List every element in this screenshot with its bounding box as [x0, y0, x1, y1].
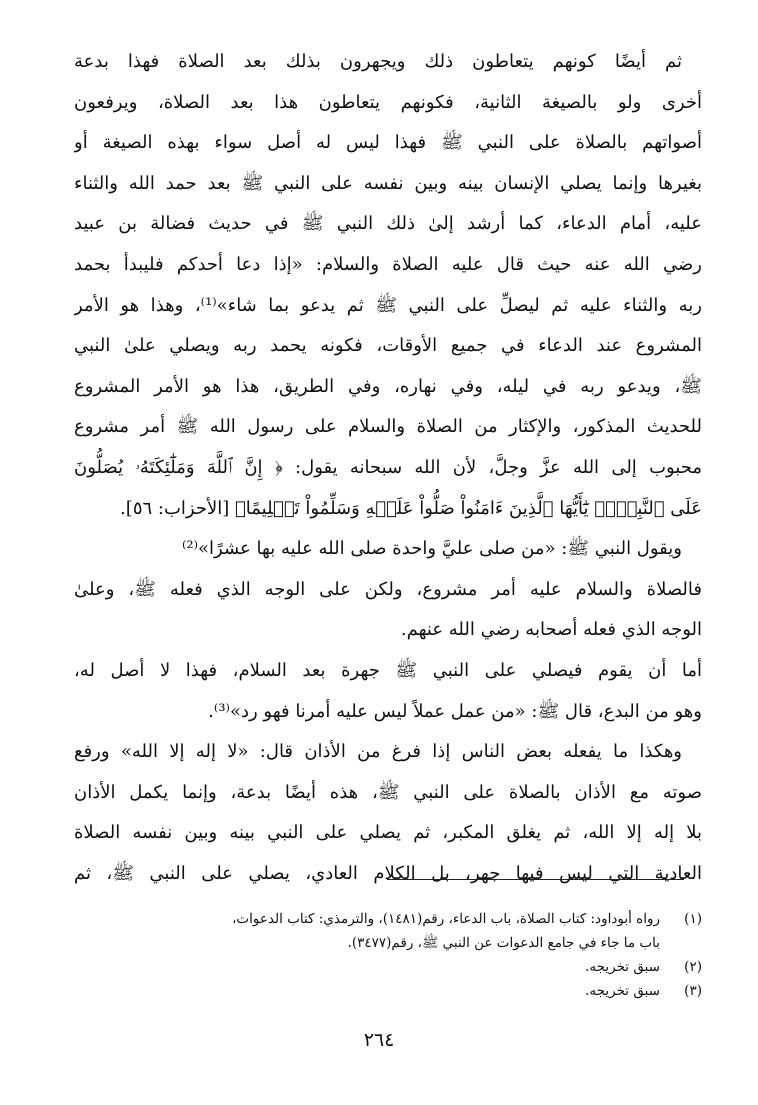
text-line: ﷺ، ويدعو ربه في ليله، وفي نهاره، وفي الطريق، هذا هو الأمر المشروع	[74, 375, 702, 397]
footnote-number: (٢)	[684, 959, 702, 975]
text-line: المشروع عند الدعاء في جميع الأوقات، فكونه يحمد ربه ويصلي علىٰ النبي	[74, 335, 702, 357]
text-line: أخرى ولو بالصيغة الثانية، فكونهم يتعاطون هذا بعد الصلاة، ويرفعون	[74, 91, 702, 113]
text-line: ربه والثناء عليه ثم ليصلِّ على النبي ﷺ ثم يدعو بما شاء»⁽¹⁾، وهذا هو الأمر	[74, 294, 702, 316]
text-line: أما أن يقوم فيصلي على النبي ﷺ جهرة بعد السلام، فهذا لا أصل له،	[74, 659, 702, 681]
footnote-2	[56, 955, 702, 979]
text-line: عَلَى ٱلنَّبِيِّۚ يَٰٓأَيُّهَا ٱلَّذِينَ ءَامَنُواْ صَلُّواْ عَلَيۡهِ وَسَلِّمُواْ تَسۡلِيمًا﴾ [الأحزاب: ٥٦].	[120, 497, 702, 519]
page-number: ٢٦٤	[363, 1029, 395, 1051]
text-line: وهكذا ما يفعله بعض الناس إذا فرغ من الأذان قال: «لا إله إلا الله» ورفع	[74, 741, 682, 763]
footnote-3	[56, 979, 702, 1003]
text-line: ويقول النبي ﷺ: «من صلى عليَّ واحدة صلى الله عليه بها عشرًا»⁽²⁾	[181, 538, 682, 560]
text-line: فالصلاة والسلام عليه أمر مشروع، ولكن على الوجه الذي فعله ﷺ، وعلىٰ	[74, 578, 702, 600]
footnotes	[56, 907, 702, 1003]
text-line: الوجه الذي فعله أصحابه رضي الله عنهم.	[400, 619, 702, 641]
text-line: للحديث المذكور، والإكثار من الصلاة والسلام على رسول الله ﷺ أمر مشروع	[74, 416, 702, 438]
text-line: محبوب إلى الله عزَّ وجلَّ، لأن الله سبحانه يقول: ﴿ إِنَّ ٱللَّهَ وَمَلَٰٓئِكَتَهُۥ يُصَلُّونَ	[74, 456, 702, 478]
footnote-text: رواه أبوداود: كتاب الصلاة، باب الدعاء، رقم(١٤٨١)، والترمذي: كتاب الدعوات،	[232, 911, 660, 927]
text-line: عليه، أمام الدعاء، كما أرشد إلىٰ ذلك النبي ﷺ في حديث فضالة بن عبيد	[74, 213, 702, 235]
footnote-text: باب ما جاء في جامع الدعوات عن النبي ﷺ، رقم(٣٤٧٧).	[347, 935, 660, 951]
main-text	[74, 42, 702, 894]
footnote-1-continued	[56, 931, 702, 955]
text-line: بغيرها وإنما يصلي الإنسان بينه وبين نفسه على النبي ﷺ بعد حمد الله والثناء	[74, 172, 702, 194]
text-line: العادية التي ليس فيها جهر، بل الكلام العادي، يصلي على النبي ﷺ، ثم	[74, 862, 702, 884]
text-line: بلا إله إلا الله، ثم يغلق المكبر، ثم يصلي على النبي بينه وبين نفسه الصلاة	[74, 822, 702, 844]
footnote-number: (٣)	[684, 983, 702, 999]
text-line: وهو من البدع، قال ﷺ: «من عمل عملاً ليس عليه أمرنا فهو رد»⁽³⁾.	[208, 700, 702, 722]
footnote-1	[56, 907, 702, 931]
text-line: أصواتهم بالصلاة على النبي ﷺ فهذا ليس له أصل سواء بهذه الصيغة أو	[74, 132, 702, 154]
text-line: رضي الله عنه حيث قال عليه الصلاة والسلام: «إذا دعا أحدكم فليبدأ بحمد	[74, 253, 702, 275]
footnote-text: سبق تخريجه.	[585, 959, 660, 975]
footnote-number: (١)	[684, 911, 702, 927]
text-line: ثم أيضًا كونهم يتعاطون ذلك ويجهرون بذلك بعد الصلاة فهذا بدعة	[74, 51, 682, 72]
footnote-text: سبق تخريجه.	[585, 983, 660, 999]
text-line: صوته مع الأذان بالصلاة على النبي ﷺ، هذه أيضًا بدعة، وإنما يكمل الأذان	[74, 781, 702, 803]
footnote-separator	[387, 879, 684, 880]
